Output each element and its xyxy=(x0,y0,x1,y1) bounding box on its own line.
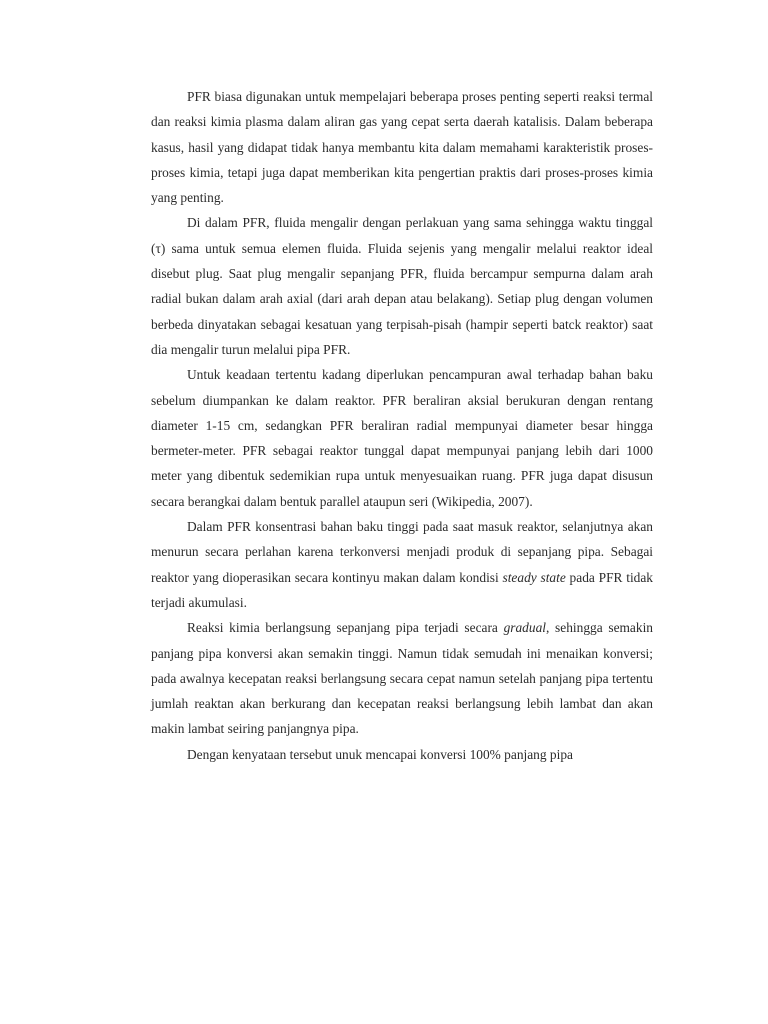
paragraph-pfr-intro xyxy=(151,84,653,210)
document-body xyxy=(151,84,653,767)
paragraph-pfr-concentration xyxy=(151,514,653,615)
paragraph-text: Reaksi kimia berlangsung sepanjang pipa terjadi secara xyxy=(187,620,504,636)
paragraph-text: Untuk keadaan tertentu kadang diperlukan pencampuran awal terhadap bahan baku sebelum diumpankan ke dalam reaktor. PFR beraliran aksial berukuran dengan rentang diameter 1-15 cm, sedangkan PFR beraliran radial mempunyai diameter besar hingga bermeter-meter. PFR sebagai reaktor tunggal dapat mempunyai panjang lebih dari 1000 meter yang dibentuk sedemikian rupa untuk menyesuaikan ruang. PFR juga dapat disusun secara berangkai dalam bentuk parallel ataupun seri (Wikipedia, 2007). xyxy=(151,367,653,509)
italic-term: gradual xyxy=(503,620,546,636)
paragraph-text: pada PFR tidak terjadi akumulasi. xyxy=(151,569,653,610)
paragraph-text: PFR biasa digunakan untuk mempelajari beberapa proses penting seperti reaksi termal dan reaksi kimia plasma dalam aliran gas yang cepat serta daerah katalisis. Dalam beberapa kasus, hasil yang didapat tidak hanya membantu kita dalam memahami karakteristik proses-proses kimia, tetapi juga dapat memberikan kita pengertian praktis dari proses-proses kimia yang penting. xyxy=(151,89,653,206)
paragraph-text: Dengan kenyataan tersebut unuk mencapai konversi 100% panjang pipa xyxy=(187,746,573,762)
paragraph-text: , sehingga semakin panjang pipa konversi akan semakin tinggi. Namun tidak semudah ini menaikan konversi; pada awalnya kecepatan reaksi berlangsung secara cepat namun setelah panjang pipa tertentu jumlah reaktan akan berkurang dan kecepatan reaksi berlangsung lebih lambat dan akan makin lambat seiring panjangnya pipa. xyxy=(151,620,653,737)
paragraph-pfr-mixing xyxy=(151,362,653,514)
italic-term: steady state xyxy=(502,569,566,585)
paragraph-pfr-flow xyxy=(151,210,653,362)
paragraph-text: Dalam PFR konsentrasi bahan baku tinggi pada saat masuk reaktor, selanjutnya akan menurun secara perlahan karena terkonversi menjadi produk di sepanjang pipa. Sebagai reaktor yang dioperasikan secara kontinyu makan dalam kondisi xyxy=(151,519,653,585)
paragraph-text: Di dalam PFR, fluida mengalir dengan perlakuan yang sama sehingga waktu tinggal (τ) sama untuk semua elemen fluida. Fluida sejenis yang mengalir melalui reaktor ideal disebut plug. Saat plug mengalir sepanjang PFR, fluida bercampur sempurna dalam arah radial bukan dalam arah axial (dari arah depan atau belakang). Setiap plug dengan volumen berbeda dinyatakan sebagai kesatuan yang terpisah-pisah (hampir seperti batck reaktor) saat dia mengalir turun melalui pipa PFR. xyxy=(151,215,653,357)
paragraph-pfr-reaction xyxy=(151,615,653,741)
paragraph-pfr-conversion xyxy=(151,742,653,767)
